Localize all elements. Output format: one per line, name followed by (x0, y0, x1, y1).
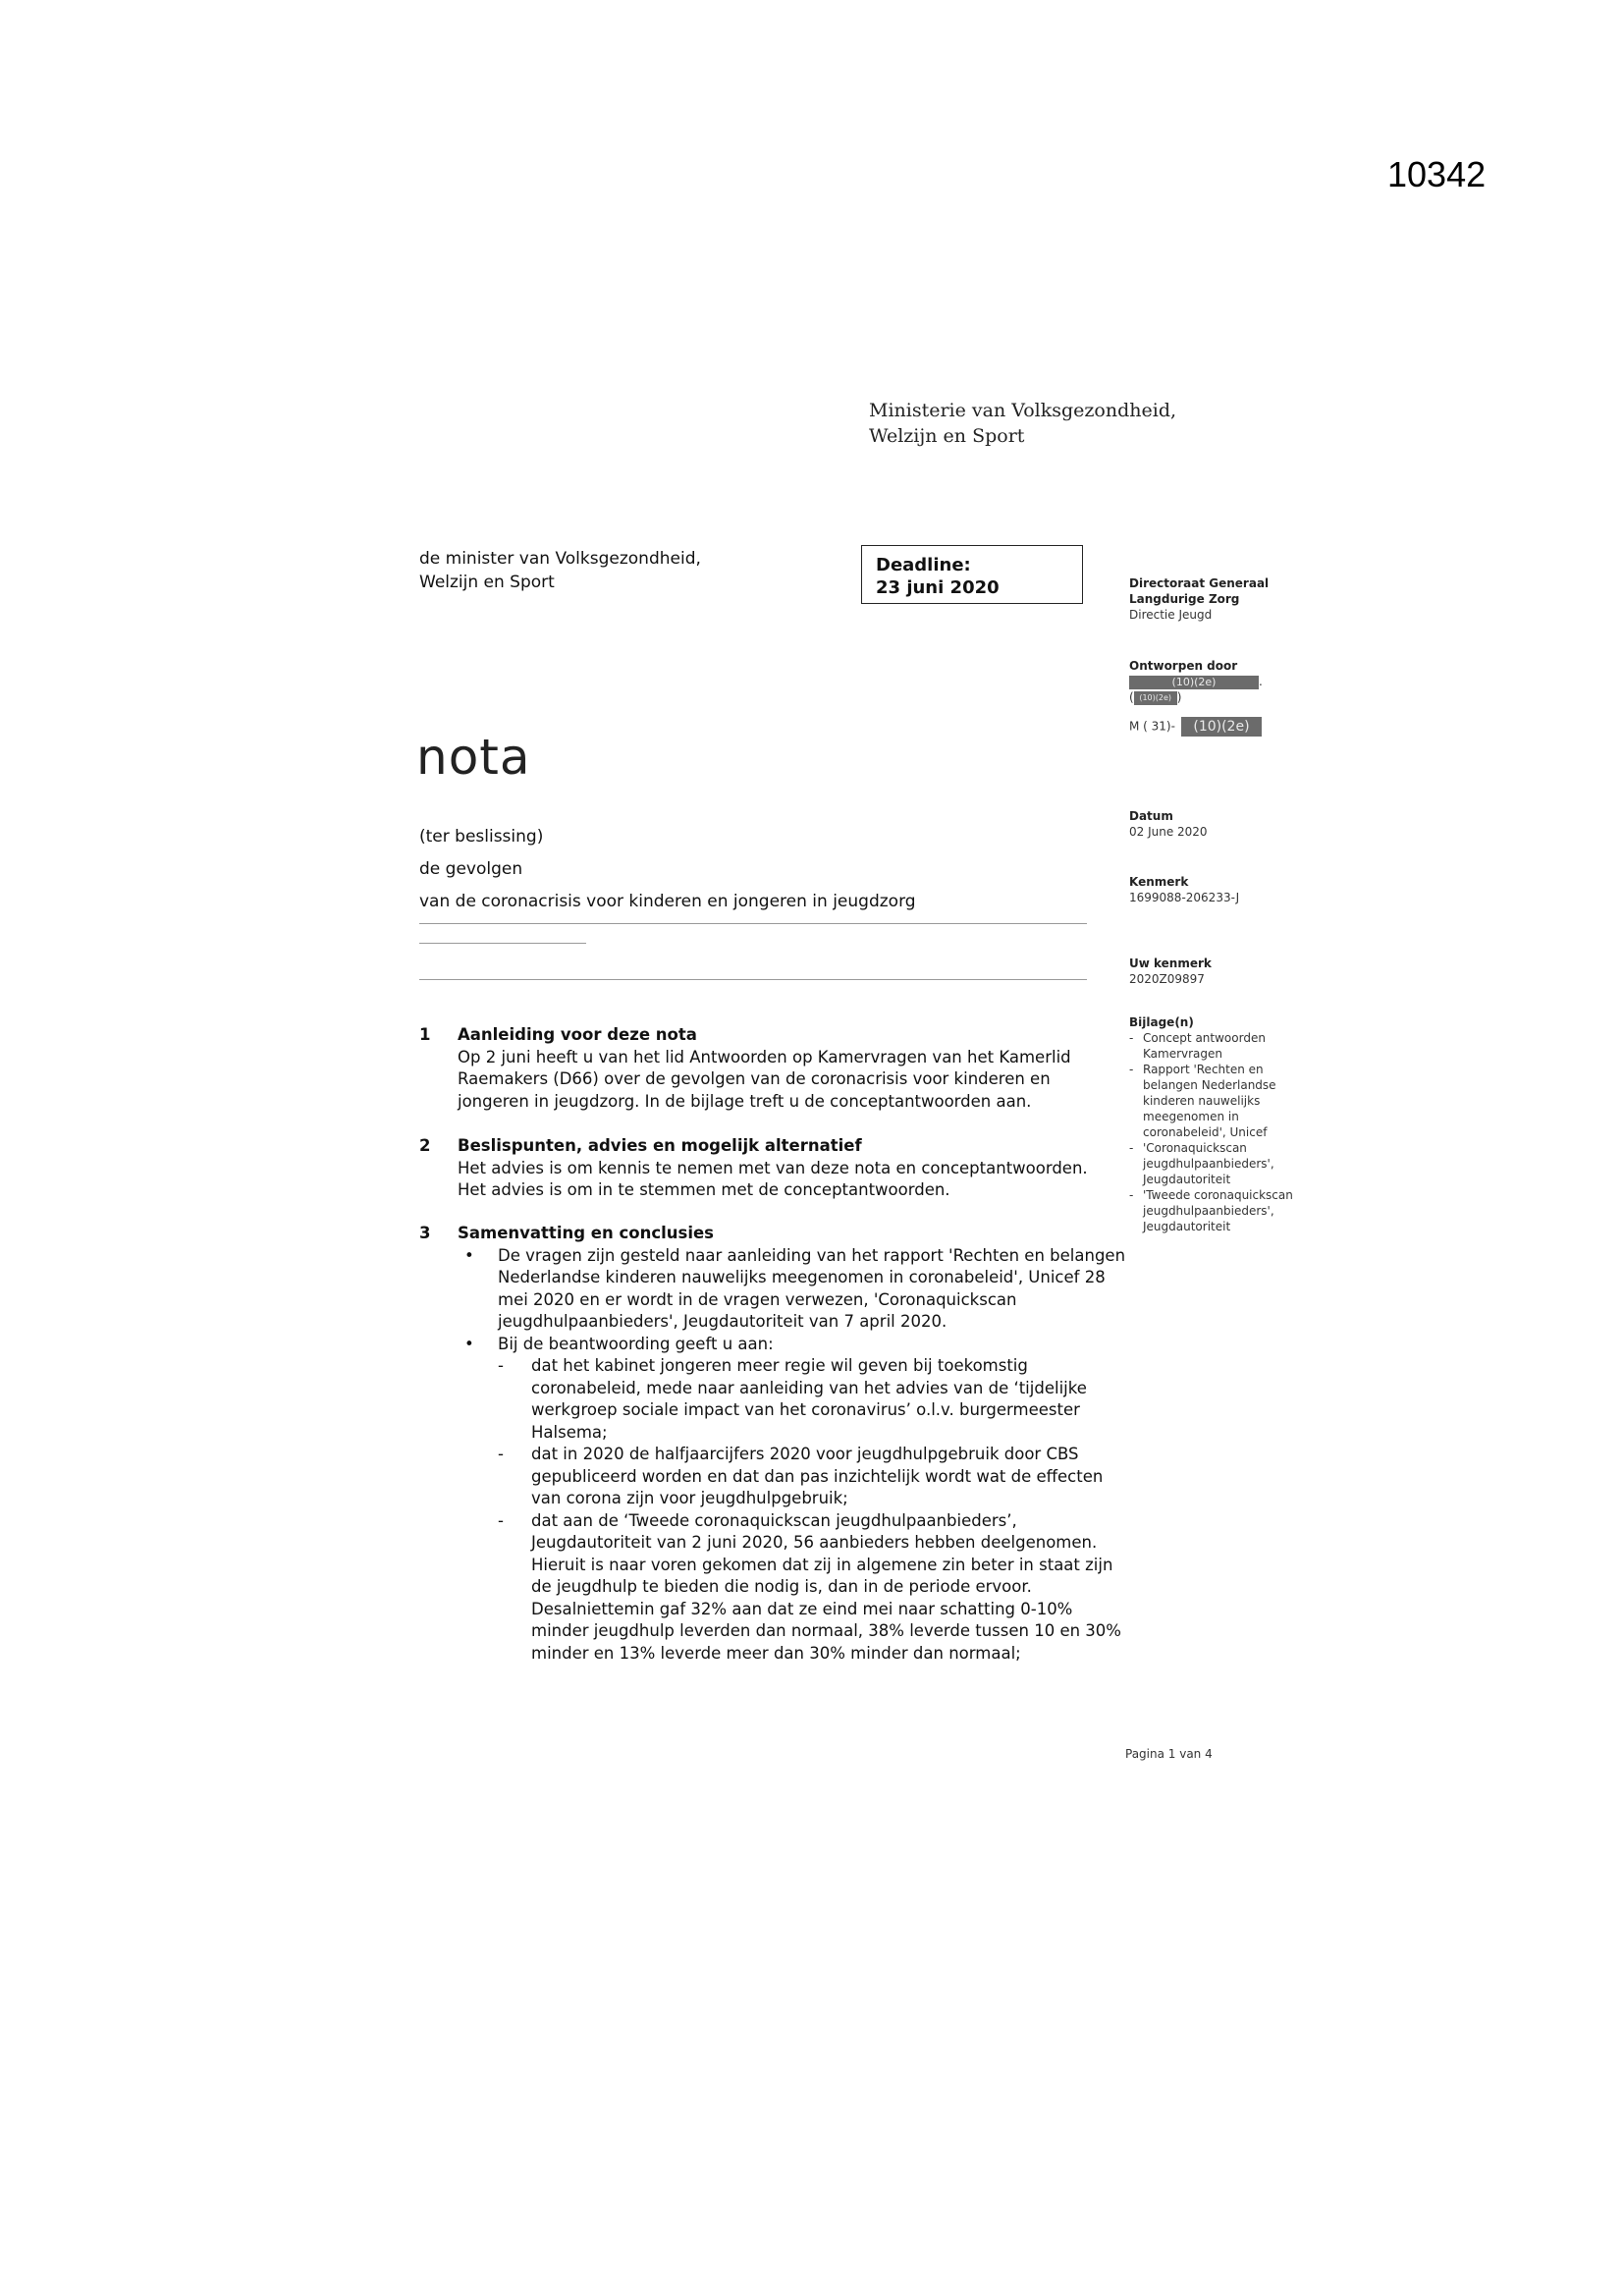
reference-value: 1699088-206233-J (1129, 891, 1240, 904)
org-line-1: Directoraat Generaal (1129, 576, 1270, 590)
designed-by-label: Ontworpen door (1129, 659, 1238, 673)
document-type-title: nota (416, 729, 531, 786)
section-number: 1 (419, 1025, 431, 1044)
sidebar-attachments (1129, 1014, 1320, 1234)
addressee-line-1: de minister van Volksgezondheid, (419, 549, 701, 569)
section-body (458, 1158, 1126, 1202)
addressee (419, 547, 701, 594)
bullet-list (419, 1245, 1126, 1666)
designed-by-phone-row (1129, 717, 1263, 737)
paragraph: Het advies is om in te stemmen met de conceptantwoorden. (458, 1180, 950, 1199)
divider-line-short (419, 943, 586, 944)
addressee-line-2: Welzijn en Sport (419, 573, 555, 592)
org-line-3: Directie Jeugd (1129, 608, 1213, 622)
bullet-item-text: Bij de beantwoording geeft u aan: (498, 1334, 774, 1353)
deadline-label: Deadline: (876, 555, 971, 575)
date-label: Datum (1129, 809, 1173, 823)
sub-item: - dat aan de ‘Tweede coronaquickscan jeugdhulpaanbieders’, Jeugdautoriteit van 2 juni 2020, 56 aanbieders hebben deelgenomen. Hieruit is naar voren gekomen dat zij in algemene zin beter in staat zijn de jeugdhulp te bieden die nodig is, dan in de periode ervoor. Desalniettemin gaf 32% aan dat ze eind mei naar schatting 0-10% minder jeugdhulp leverden dan normaal, 38% leverde tussen 10 en 30% minder en 13% leverde meer dan 30% minder dan normaal; (531, 1510, 1126, 1666)
redaction-block: (10)(2e) (1129, 676, 1259, 689)
bullet-item (498, 1334, 1126, 1666)
your-reference-label: Uw kenmerk (1129, 957, 1212, 970)
close-paren: ) (1176, 690, 1182, 704)
designed-by-code-row (1129, 689, 1263, 705)
date-value: 02 June 2020 (1129, 825, 1208, 839)
document-number: 10342 (1387, 154, 1487, 194)
deadline-date: 23 juni 2020 (876, 577, 1000, 598)
ministry-line-2: Welzijn en Sport (869, 425, 1025, 447)
attachment-item: - 'Tweede coronaquickscan jeugdhulpaanbieders', Jeugdautoriteit (1129, 1187, 1320, 1234)
reference-label: Kenmerk (1129, 875, 1189, 889)
designed-by-name-row (1129, 674, 1263, 689)
section-2 (419, 1135, 1126, 1202)
open-paren: ( (1129, 690, 1134, 704)
attachment-item: - Concept antwoorden Kamervragen (1129, 1030, 1320, 1062)
attachments-list (1129, 1030, 1320, 1234)
section-number: 3 (419, 1224, 431, 1242)
phone-prefix: M ( 31)- (1129, 719, 1175, 734)
sidebar-designed-by (1129, 658, 1263, 737)
divider-line (419, 979, 1087, 980)
sidebar-date (1129, 808, 1208, 840)
bullet-item: • De vragen zijn gesteld naar aanleiding van het rapport 'Rechten en belangen Nederlandse kinderen nauwelijks meegenomen in coronabeleid', Unicef 28 mei 2020 en er wordt in de vragen verwezen, 'Coronaquickscan jeugdhulpaanbieders', Jeugdautoriteit van 7 april 2020. (498, 1245, 1126, 1334)
sidebar-your-reference (1129, 956, 1212, 987)
section-body (458, 1047, 1126, 1114)
subject-line-1: de gevolgen (419, 859, 523, 879)
ministry-line-1: Ministerie van Volksgezondheid, (869, 400, 1177, 421)
sidebar-organisation (1129, 575, 1269, 623)
section-title: Beslispunten, advies en mogelijk alternatief (458, 1136, 862, 1155)
section-3 (419, 1223, 1126, 1665)
paragraph: Het advies is om kennis te nemen met van deze nota en conceptantwoorden. (458, 1158, 1088, 1177)
subject-line-2: van de coronacrisis voor kinderen en jongeren in jeugdzorg (419, 892, 916, 911)
decision-type: (ter beslissing) (419, 827, 544, 847)
paragraph: Op 2 juni heeft u van het lid Antwoorden op Kamervragen van het Kamerlid Raemakers (D66) over de gevolgen van de coronacrisis voor kinderen en jongeren in jeugdzorg. In de bijlage treft u de conceptantwoorden aan. (458, 1047, 1071, 1111)
attachment-item: - Rapport 'Rechten en belangen Nederlandse kinderen nauwelijks meegenomen in coronabeleid', Unicef (1129, 1062, 1320, 1140)
redaction-block: (10)(2e) (1134, 691, 1177, 705)
org-line-2: Langdurige Zorg (1129, 592, 1240, 606)
section-title: Aanleiding voor deze nota (458, 1025, 697, 1044)
page-number: Pagina 1 van 4 (1125, 1747, 1213, 1761)
deadline-box (861, 545, 1083, 604)
sub-item: - dat het kabinet jongeren meer regie wil geven bij toekomstig coronabeleid, mede naar aanleiding van het advies van de ‘tijdelijke werkgroep sociale impact van het coronavirus’ o.l.v. burgermeester Halsema; (531, 1355, 1126, 1444)
sub-list (498, 1355, 1126, 1665)
section-1 (419, 1024, 1126, 1113)
sub-item: - dat in 2020 de halfjaarcijfers 2020 voor jeugdhulpgebruik door CBS gepubliceerd worden en dat dan pas inzichtelijk wordt wat de effecten van corona zijn voor jeugdhulpgebruik; (531, 1444, 1126, 1510)
redaction-block: (10)(2e) (1181, 717, 1262, 737)
your-reference-value: 2020Z09897 (1129, 972, 1205, 986)
attachment-item: - 'Coronaquickscan jeugdhulpaanbieders', Jeugdautoriteit (1129, 1140, 1320, 1187)
designed-by-dot: . (1259, 675, 1263, 688)
section-number: 2 (419, 1136, 431, 1155)
attachments-label: Bijlage(n) (1129, 1015, 1194, 1029)
sidebar-reference (1129, 874, 1239, 905)
section-title: Samenvatting en conclusies (458, 1224, 714, 1242)
divider-line (419, 923, 1087, 924)
ministry-name (869, 398, 1176, 449)
